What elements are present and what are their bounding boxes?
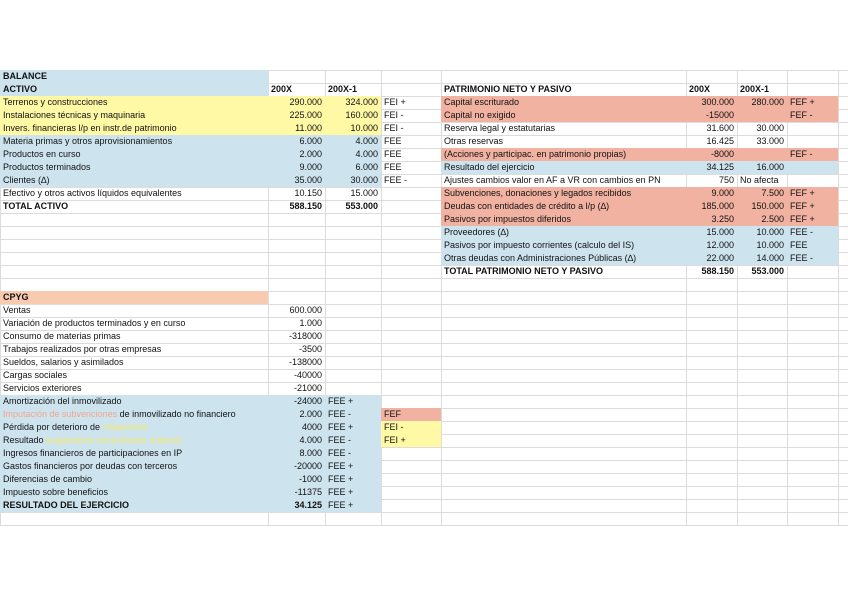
cpyg-total-flow[interactable]: FEE + <box>328 500 354 510</box>
cpyg-row-flow[interactable]: FEE + <box>328 422 354 432</box>
cpyg-title[interactable]: CPYG <box>3 292 29 302</box>
pasivo-row-flow[interactable]: FEF + <box>790 214 815 224</box>
cpyg-row-value[interactable]: 2.000 <box>299 409 322 419</box>
activo-row-value-previous[interactable]: 6.000 <box>355 162 378 172</box>
pasivo-row-label[interactable]: Subvenciones, donaciones y legados recibidos <box>444 188 632 198</box>
activo-row-value-current[interactable]: 35.000 <box>294 175 322 185</box>
pasivo-row-value-current[interactable]: 16.425 <box>706 136 734 146</box>
activo-row-label[interactable]: Productos terminados <box>3 162 91 172</box>
pasivo-row-value-current[interactable]: -8000 <box>710 149 734 159</box>
pasivo-row-value-current[interactable]: 22.000 <box>706 253 734 263</box>
pasivo-row-value-current[interactable]: 9.000 <box>711 188 734 198</box>
pasivo-year-current[interactable]: 200X <box>689 84 711 94</box>
pasivo-row-value-current[interactable]: -15000 <box>705 110 734 120</box>
pasivo-row-value-previous[interactable]: 16.000 <box>756 162 784 172</box>
balance-title[interactable]: BALANCE <box>3 71 47 81</box>
cpyg-row-value[interactable]: 600.000 <box>289 305 322 315</box>
pasivo-row-label[interactable]: Deudas con entidades de crédito a l/p (∆) <box>444 201 610 211</box>
cpyg-row-label[interactable] <box>0 421 268 434</box>
pasivo-row-value-previous[interactable] <box>737 148 787 161</box>
activo-row-value-current[interactable]: 9.000 <box>299 162 322 172</box>
cpyg-row-side-flow[interactable]: FEF <box>384 409 401 419</box>
cpyg-row-flow[interactable]: FEE + <box>328 487 354 497</box>
pasivo-year-previous[interactable]: 200X-1 <box>740 84 770 94</box>
cpyg-row-flow[interactable]: FEE + <box>328 396 354 406</box>
activo-row-label[interactable]: Invers. financieras l/p en instr.de patrimonio <box>3 123 177 133</box>
activo-row-value-previous[interactable]: 4.000 <box>355 149 378 159</box>
cpyg-row-value[interactable]: -20000 <box>293 461 322 471</box>
cpyg-row-value[interactable]: -21000 <box>293 383 322 393</box>
pasivo-row-value-previous[interactable]: 7.500 <box>761 188 784 198</box>
activo-row-value-current[interactable]: 2.000 <box>299 149 322 159</box>
pasivo-row-label[interactable]: Capital escriturado <box>444 97 520 107</box>
activo-row-flow[interactable]: FEI + <box>384 97 406 107</box>
cpyg-row-value[interactable]: -3500 <box>298 344 322 354</box>
pasivo-header[interactable]: PATRIMONIO NETO Y PASIVO <box>444 84 572 94</box>
cpyg-row-side-flow[interactable]: FEI - <box>384 422 404 432</box>
pasivo-row-label[interactable]: Pasivos por impuestos diferidos <box>444 214 572 224</box>
pasivo-row-label[interactable]: (Acciones y participac. en patrimonio propias) <box>444 149 627 159</box>
activo-year-current[interactable]: 200X <box>271 84 293 94</box>
pasivo-row-value-previous[interactable]: 14.000 <box>756 253 784 263</box>
pasivo-row-flow[interactable] <box>787 135 838 148</box>
activo-row-flow[interactable] <box>381 187 441 200</box>
pasivo-row-flow[interactable]: FEE - <box>790 227 814 237</box>
pasivo-row-flow[interactable]: FEF - <box>790 149 813 159</box>
cpyg-row-value[interactable]: 4.000 <box>299 435 322 445</box>
cpyg-row-value[interactable]: 4000 <box>301 422 322 432</box>
pasivo-row-value-previous[interactable]: 33.000 <box>756 136 784 146</box>
pasivo-row-value-current[interactable]: 34.125 <box>706 162 734 172</box>
activo-year-previous[interactable]: 200X-1 <box>328 84 358 94</box>
pasivo-row-flow[interactable]: FEE <box>790 240 808 250</box>
pasivo-row-flow[interactable] <box>787 122 838 135</box>
cpyg-row-value[interactable]: 8.000 <box>299 448 322 458</box>
cpyg-row-label[interactable]: Ingresos financieros de participaciones en IP <box>3 448 183 458</box>
activo-row-flow[interactable]: FEI - <box>384 110 404 120</box>
cpyg-row-flow[interactable]: FEE + <box>328 474 354 484</box>
cpyg-row-value[interactable]: -1000 <box>298 474 322 484</box>
pasivo-total-label[interactable]: TOTAL PATRIMONIO NETO Y PASIVO <box>444 266 604 276</box>
pasivo-row-value-previous[interactable] <box>737 109 787 122</box>
activo-row-value-previous[interactable]: 160.000 <box>345 110 378 120</box>
label-part: Imputación de subvenciones <box>3 409 118 419</box>
label-part: maquinaria <box>102 422 148 432</box>
activo-row-value-current[interactable]: 10.150 <box>294 188 322 198</box>
pasivo-row-value-previous[interactable]: 10.000 <box>756 240 784 250</box>
cpyg-row-label[interactable]: Ventas <box>3 305 31 315</box>
pasivo-row-value-current[interactable]: 15.000 <box>706 227 734 237</box>
cpyg-row-value[interactable]: -24000 <box>293 396 322 406</box>
pasivo-row-flow[interactable]: FEF + <box>790 97 815 107</box>
cpyg-row-label[interactable]: Gastos financieros por deudas con terceros <box>3 461 178 471</box>
cpyg-total-label[interactable]: RESULTADO DEL EJERCICIO <box>3 500 130 510</box>
activo-row-value-current[interactable]: 225.000 <box>289 110 322 120</box>
label-part: enajenación inmovilizado material <box>46 435 182 445</box>
cpyg-row-value[interactable]: -11375 <box>294 487 322 497</box>
cpyg-row-flow[interactable] <box>325 330 381 343</box>
pasivo-total-previous[interactable]: 553.000 <box>751 266 784 276</box>
activo-row-flow[interactable]: FEI - <box>384 123 404 133</box>
cpyg-row-side-flow[interactable]: FEI + <box>384 435 406 445</box>
pasivo-row-flow[interactable] <box>787 161 838 174</box>
cpyg-row-flow[interactable]: FEE - <box>328 448 352 458</box>
cpyg-row-flow[interactable] <box>325 304 381 317</box>
spreadsheet-grid <box>0 70 848 530</box>
pasivo-row-label[interactable]: Proveedores (∆) <box>444 227 510 237</box>
pasivo-row-value-previous[interactable]: 280.000 <box>751 97 784 107</box>
pasivo-row-value-current[interactable]: 185.000 <box>701 201 734 211</box>
cpyg-row-label[interactable] <box>0 434 268 447</box>
cpyg-row-flow[interactable] <box>325 369 381 382</box>
cpyg-row-label[interactable]: Trabajos realizados por otras empresas <box>3 344 162 354</box>
activo-row-value-previous[interactable]: 10.000 <box>350 123 378 133</box>
grid-col-line <box>838 70 839 525</box>
pasivo-total-current[interactable]: 588.150 <box>701 266 734 276</box>
pasivo-row-label[interactable]: Otras deudas con Administraciones Públicas (∆) <box>444 253 637 263</box>
cpyg-row-label[interactable]: Diferencias de cambio <box>3 474 93 484</box>
grid-row-line <box>0 525 848 526</box>
cpyg-row-label[interactable]: Cargas sociales <box>3 370 68 380</box>
activo-total-previous[interactable]: 553.000 <box>345 201 378 211</box>
label-part: de inmovilizado no financiero <box>117 409 236 419</box>
activo-total-current[interactable]: 588.150 <box>289 201 322 211</box>
cpyg-row-value[interactable]: -40000 <box>293 370 322 380</box>
activo-row-flow[interactable]: FEE <box>384 162 402 172</box>
pasivo-row-value-previous[interactable]: 10.000 <box>756 227 784 237</box>
activo-row-label[interactable]: Clientes (∆) <box>3 175 50 185</box>
cpyg-row-flow[interactable]: FEE - <box>328 435 352 445</box>
activo-row-label[interactable]: Instalaciones técnicas y maquinaria <box>3 110 146 120</box>
activo-row-flow[interactable]: FEE - <box>384 175 408 185</box>
pasivo-row-label[interactable]: Capital no exigido <box>444 110 516 120</box>
activo-header[interactable]: ACTIVO <box>3 84 38 94</box>
cpyg-row-flow[interactable] <box>325 356 381 369</box>
activo-row-flow[interactable]: FEE <box>384 149 402 159</box>
grid-row-line <box>0 512 848 513</box>
activo-row-value-previous[interactable]: 4.000 <box>355 136 378 146</box>
activo-row-label[interactable]: Terrenos y construcciones <box>3 97 108 107</box>
activo-row-value-current[interactable]: 11.000 <box>295 123 322 133</box>
activo-row-label[interactable]: Productos en curso <box>3 149 81 159</box>
cpyg-row-label[interactable]: Sueldos, salarios y asimilados <box>3 357 124 367</box>
pasivo-row-value-previous[interactable]: 30.000 <box>756 123 784 133</box>
activo-total-label[interactable]: TOTAL ACTIVO <box>3 201 69 211</box>
activo-row-label[interactable]: Materia primas y otros aprovisionamientos <box>3 136 173 146</box>
cpyg-row-value[interactable]: -138000 <box>288 357 322 367</box>
pasivo-row-value-previous[interactable]: 2.500 <box>761 214 784 224</box>
cpyg-row-flow[interactable] <box>325 343 381 356</box>
pasivo-row-value-current[interactable]: 750 <box>718 175 734 185</box>
cpyg-row-flow[interactable]: FEE + <box>328 461 354 471</box>
pasivo-row-flow[interactable]: FEE - <box>790 253 814 263</box>
activo-row-value-current[interactable]: 6.000 <box>299 136 322 146</box>
grid-row-line <box>0 278 848 279</box>
cpyg-row-label[interactable]: Servicios exteriores <box>3 383 82 393</box>
activo-row-value-previous[interactable]: 30.000 <box>350 175 378 185</box>
pasivo-row-label[interactable]: Otras reservas <box>444 136 504 146</box>
activo-row-value-current[interactable]: 290.000 <box>289 97 322 107</box>
pasivo-row-flow[interactable]: FEF - <box>790 110 813 120</box>
pasivo-row-value-previous[interactable]: No afecta <box>740 175 779 185</box>
cpyg-total-value[interactable]: 34.125 <box>294 500 322 510</box>
pasivo-row-flow[interactable]: FEF + <box>790 201 815 211</box>
pasivo-row-label[interactable]: Pasivos por impuesto corrientes (calculo del IS) <box>444 240 635 250</box>
cpyg-row-flow[interactable]: FEE - <box>328 409 352 419</box>
pasivo-row-value-previous[interactable]: 150.000 <box>751 201 784 211</box>
cpyg-row-label[interactable]: Impuesto sobre beneficios <box>3 487 109 497</box>
pasivo-row-label[interactable]: Ajustes cambios valor en AF a VR con cambios en PN <box>444 175 661 185</box>
activo-row-value-previous[interactable]: 15.000 <box>350 188 378 198</box>
cpyg-row-value[interactable]: -318000 <box>288 331 322 341</box>
cpyg-row-label[interactable]: Consumo de materias primas <box>3 331 121 341</box>
cpyg-row-label[interactable] <box>0 408 268 421</box>
cpyg-row-label[interactable]: Amortización del inmovilizado <box>3 396 122 406</box>
cpyg-row-label[interactable]: Variación de productos terminados y en curso <box>3 318 186 328</box>
activo-row-flow[interactable]: FEE <box>384 136 402 146</box>
pasivo-row-label[interactable]: Resultado del ejercicio <box>444 162 535 172</box>
activo-row-value-previous[interactable]: 324.000 <box>345 97 378 107</box>
pasivo-row-flow[interactable]: FEF + <box>790 188 815 198</box>
pasivo-row-value-current[interactable]: 3.250 <box>711 214 734 224</box>
cpyg-row-flow[interactable] <box>325 317 381 330</box>
cpyg-row-flow[interactable] <box>325 382 381 395</box>
pasivo-row-value-current[interactable]: 12.000 <box>706 240 734 250</box>
label-part: Resultado <box>3 435 47 445</box>
pasivo-row-value-current[interactable]: 31.600 <box>706 123 734 133</box>
pasivo-row-flow[interactable] <box>787 174 838 187</box>
pasivo-row-label[interactable]: Reserva legal y estatutarias <box>444 123 556 133</box>
cpyg-row-value[interactable]: 1.000 <box>299 318 322 328</box>
activo-row-label[interactable]: Efectivo y otros activos líquidos equivalentes <box>3 188 182 198</box>
label-part: Pérdida por deterioro de <box>3 422 103 432</box>
pasivo-row-value-current[interactable]: 300.000 <box>701 97 734 107</box>
